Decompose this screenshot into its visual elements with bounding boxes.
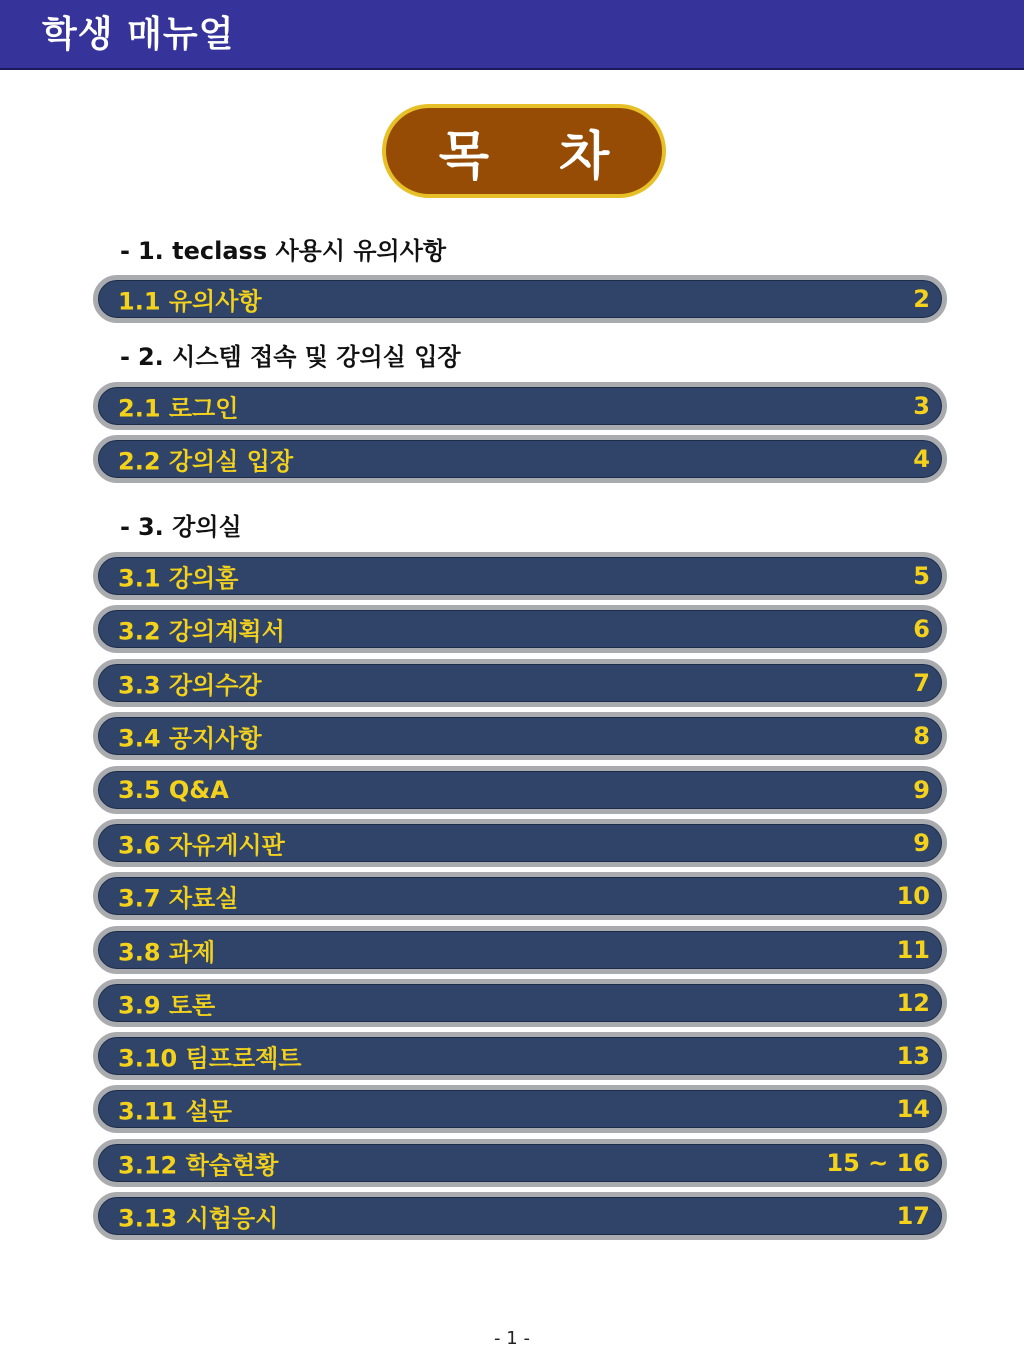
toc-item-page: 7 (913, 669, 930, 697)
section-heading-3 (120, 507, 242, 542)
toc-item-page: 9 (913, 776, 930, 804)
toc-item-page: 5 (913, 562, 930, 590)
toc-item-3-3[interactable] (93, 659, 947, 707)
toc-item-3-13[interactable] (93, 1192, 947, 1240)
toc-item-label: 3.3 강의수강 (118, 671, 262, 700)
toc-item-page: 8 (913, 722, 930, 750)
toc-item-3-12[interactable] (93, 1139, 947, 1187)
toc-item-label: 3.6 자유게시판 (118, 831, 285, 860)
toc-item-page: 2 (913, 285, 930, 313)
toc-item-3-1[interactable] (93, 552, 947, 600)
toc-item-3-9[interactable] (93, 979, 947, 1027)
toc-item-label: 1.1 유의사항 (118, 287, 262, 316)
toc-item-3-4[interactable] (93, 712, 947, 760)
toc-item-page: 11 (896, 936, 930, 964)
toc-item-page: 14 (896, 1095, 930, 1123)
toc-item-1-1[interactable] (93, 275, 947, 323)
toc-item-page: 4 (913, 445, 930, 473)
toc-item-label: 3.12 학습현황 (118, 1151, 279, 1180)
toc-item-2-1[interactable] (93, 382, 947, 430)
toc-item-3-6[interactable] (93, 819, 947, 867)
toc-item-label: 3.1 강의홈 (118, 564, 239, 593)
toc-item-3-11[interactable] (93, 1085, 947, 1133)
toc-item-page: 3 (913, 392, 930, 420)
toc-item-label: 2.2 강의실 입장 (118, 447, 294, 476)
document-title: 학생 매뉴얼 (42, 14, 235, 55)
toc-item-label: 3.13 시험응시 (118, 1204, 279, 1233)
toc-item-label: 3.10 팀프로젝트 (118, 1044, 302, 1073)
toc-item-label: 3.11 설문 (118, 1097, 232, 1126)
section-dash: - (120, 237, 130, 265)
toc-item-label: 3.4 공지사항 (118, 724, 262, 753)
toc-item-page: 15 ~ 16 (826, 1149, 930, 1177)
toc-item-label: 3.8 과제 (118, 938, 216, 967)
toc-item-page: 17 (896, 1202, 930, 1230)
section-heading-2 (120, 337, 461, 372)
toc-item-label: 3.7 자료실 (118, 884, 239, 913)
section-heading-text: 1. teclass 사용시 유의사항 (137, 237, 447, 265)
toc-item-page: 13 (896, 1042, 930, 1070)
section-dash: - (120, 513, 130, 541)
toc-item-3-7[interactable] (93, 872, 947, 920)
toc-item-label: 2.1 로그인 (118, 394, 239, 423)
toc-item-3-5[interactable] (93, 766, 947, 814)
toc-item-3-10[interactable] (93, 1032, 947, 1080)
toc-item-page: 12 (896, 989, 930, 1017)
toc-item-page: 9 (913, 829, 930, 857)
section-dash: - (120, 343, 130, 371)
section-heading-text: 3. 강의실 (137, 513, 242, 541)
page-number: - 1 - (494, 1328, 530, 1349)
toc-item-label: 3.2 강의계획서 (118, 617, 285, 646)
toc-title-badge: 목 차 (382, 104, 666, 198)
section-heading-1 (120, 231, 446, 266)
toc-item-label: 3.5 Q&A (118, 776, 229, 804)
toc-item-page: 10 (896, 882, 930, 910)
toc-item-3-2[interactable] (93, 605, 947, 653)
toc-item-page: 6 (913, 615, 930, 643)
toc-item-2-2[interactable] (93, 435, 947, 483)
toc-item-3-8[interactable] (93, 926, 947, 974)
toc-item-label: 3.9 토론 (118, 991, 216, 1020)
header-bar (0, 0, 1024, 70)
section-heading-text: 2. 시스템 접속 및 강의실 입장 (137, 343, 461, 371)
